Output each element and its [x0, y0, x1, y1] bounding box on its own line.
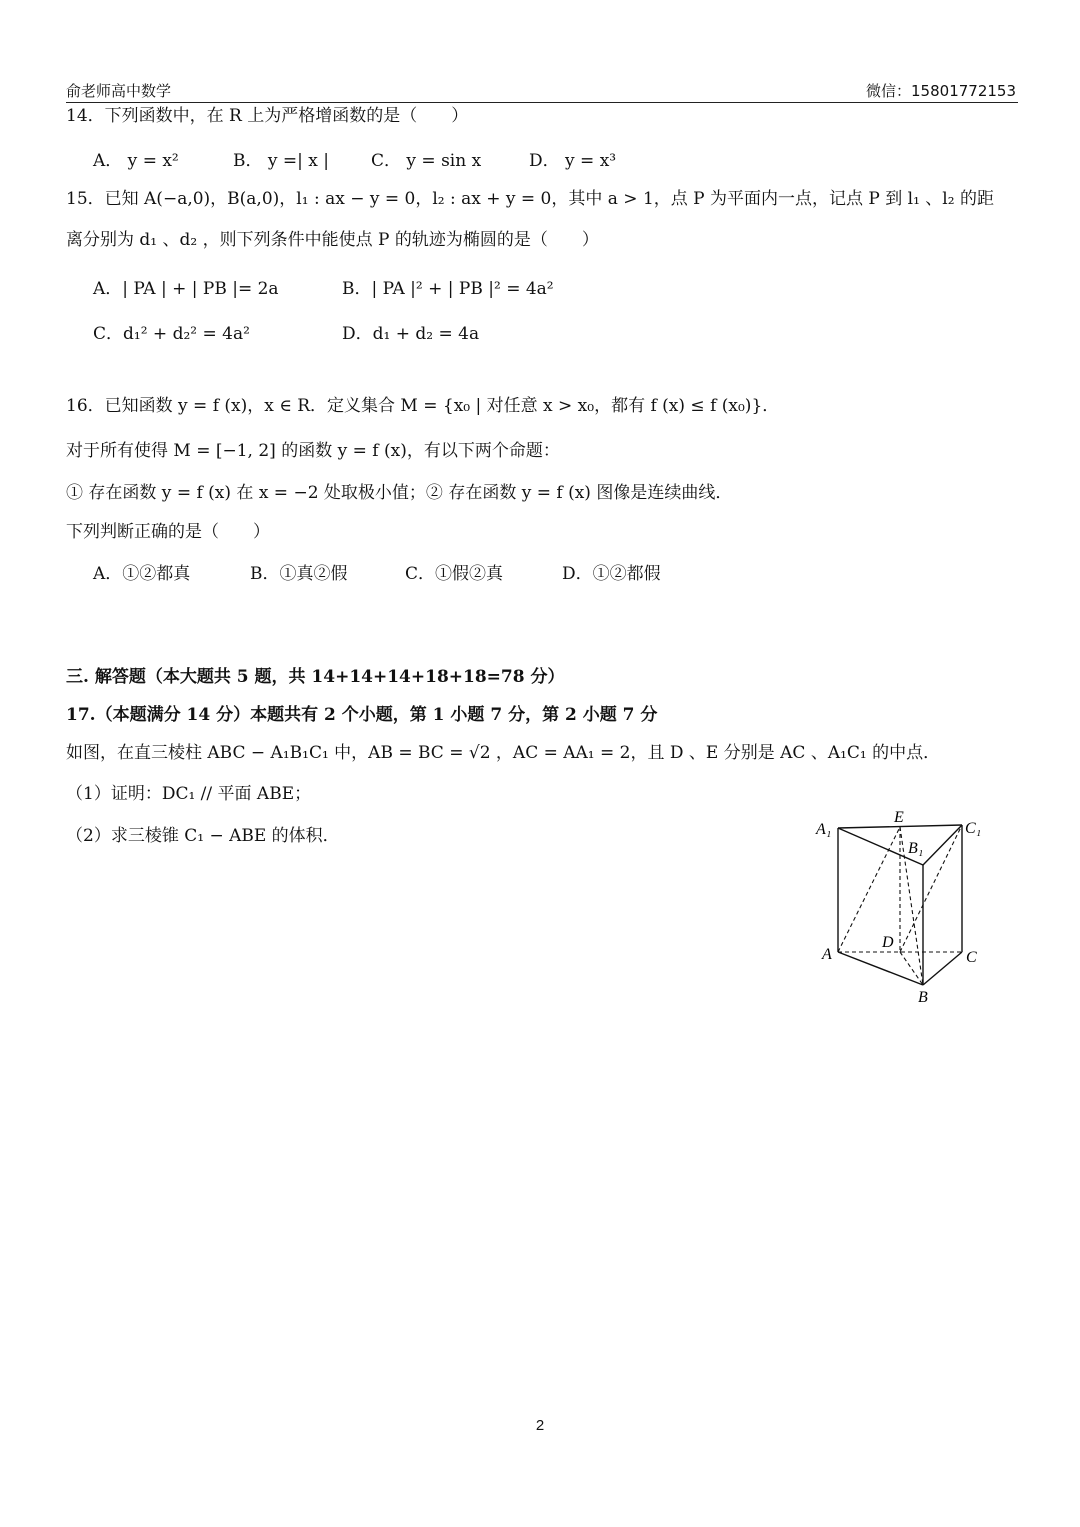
q16-stem-line2: 对于所有使得 M = [−1, 2] 的函数 y = f (x)，有以下两个命题：: [66, 441, 560, 461]
label-a1: A₁: [816, 821, 832, 838]
label-a: A: [822, 946, 832, 963]
q16-stem-line4: 下列判断正确的是（ ）: [66, 522, 270, 542]
header-left: 俞老师高中数学: [66, 82, 172, 100]
label-c: C: [966, 949, 977, 966]
q16-stem-line1: 16．已知函数 y = f (x)，x ∈ R．定义集合 M = {x₀ | 对任意 x > x₀，都有 f (x) ≤ f (x₀)}．: [66, 396, 780, 416]
label-c1: C₁: [965, 820, 982, 837]
q16-stem-line3: ① 存在函数 y = f (x) 在 x = −2 处取极小值；② 存在函数 y = f (x) 图像是连续曲线．: [66, 483, 733, 503]
section-3-heading: 三. 解答题（本大题共 5 题，共 14+14+14+18+18=78 分）: [66, 667, 565, 687]
q15-option-c: C．d₁² + d₂² = 4a²: [93, 324, 250, 344]
header-right: 微信：15801772153: [866, 82, 1016, 100]
label-d: D: [882, 934, 894, 951]
q15-option-d: D．d₁ + d₂ = 4a: [342, 324, 480, 344]
label-b1: B₁: [908, 840, 924, 857]
q17-part2: （2）求三棱锥 C₁ − ABE 的体积．: [66, 826, 340, 846]
q17-part1: （1）证明：DC₁ // 平面 ABE；: [66, 784, 312, 804]
q16-option-b: B．①真②假: [250, 564, 348, 584]
q15-option-b: B．| PA |² + | PB |² = 4a²: [342, 279, 554, 299]
q15-option-a: A．| PA | + | PB |= 2a: [93, 279, 279, 299]
q14-option-c: C． y = sin x: [371, 151, 482, 171]
q17-stem: 如图，在直三棱柱 ABC − A₁B₁C₁ 中，AB = BC = √2 ，AC = AA₁ = 2，且 D 、E 分别是 AC 、A₁C₁ 的中点．: [66, 743, 941, 763]
q17-title: 17.（本题满分 14 分）本题共有 2 个小题，第 1 小题 7 分，第 2 小题 7 分: [66, 705, 658, 725]
prism-figure: [810, 805, 1000, 1010]
page-header: [66, 78, 1018, 103]
label-b: B: [918, 989, 928, 1006]
page-number: 2: [535, 1417, 545, 1434]
q16-option-d: D．①②都假: [562, 564, 661, 584]
q16-option-c: C．①假②真: [405, 564, 504, 584]
q14-stem: 14．下列函数中，在 R 上为严格增函数的是（ ）: [66, 106, 469, 126]
q14-option-d: D． y = x³: [529, 151, 617, 171]
q15-stem-line2: 离分别为 d₁ 、d₂ ，则下列条件中能使点 P 的轨迹为椭圆的是（ ）: [66, 230, 599, 250]
q16-option-a: A．①②都真: [93, 564, 191, 584]
label-e: E: [894, 809, 904, 826]
q15-stem-line1: 15．已知 A(−a,0)，B(a,0)，l₁ : ax − y = 0，l₂ : ax + y = 0，其中 a > 1，点 P 为平面内一点，记点 P 到 l₁ 、l₂ 的距: [66, 189, 994, 209]
q14-option-a: A． y = x²: [93, 151, 179, 171]
q14-option-b: B． y =| x |: [233, 151, 329, 171]
